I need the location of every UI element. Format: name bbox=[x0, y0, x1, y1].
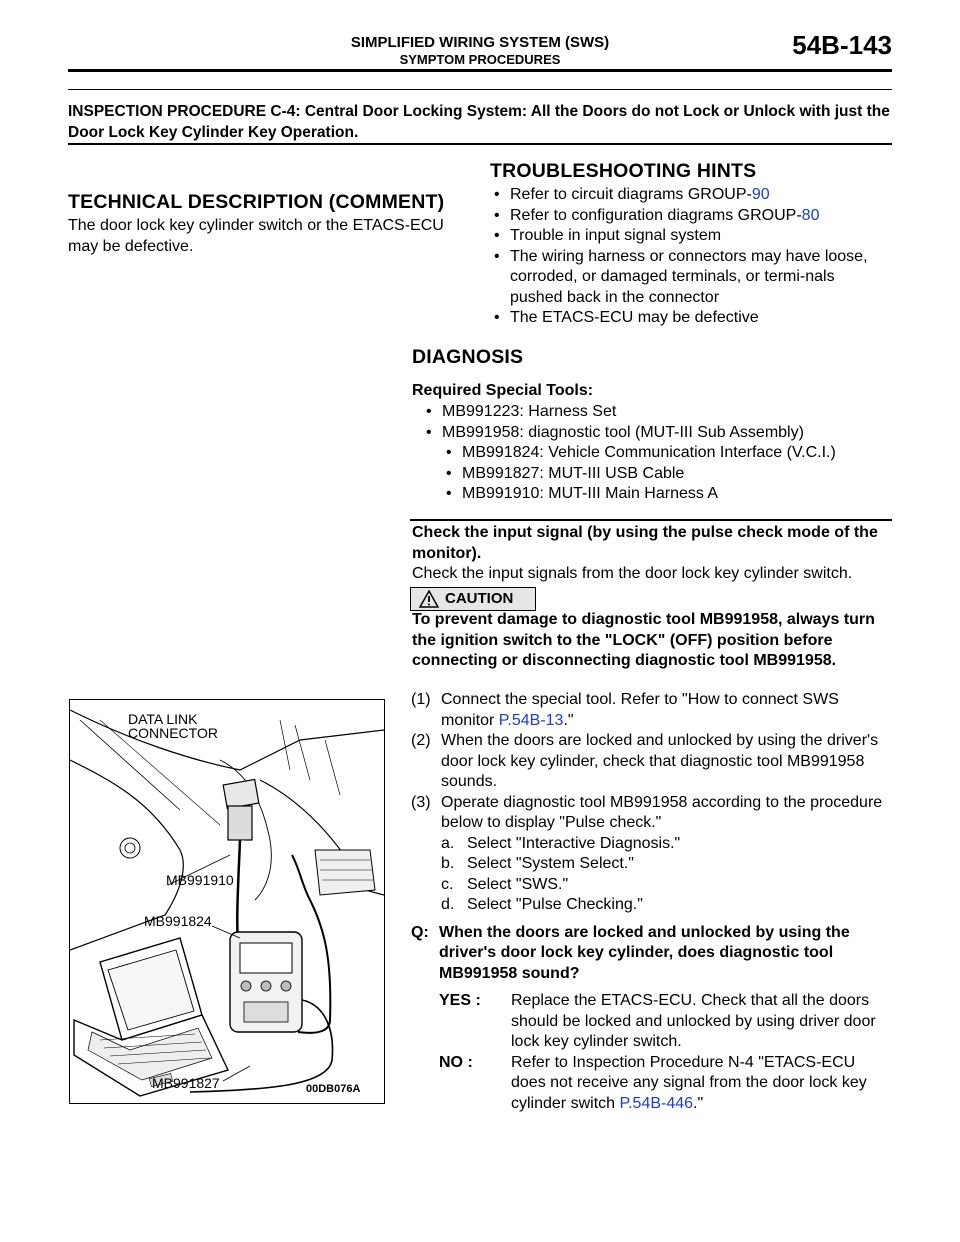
step-2: (2) When the doors are locked and unlocked by using the driver's door lock key cylinder, check that diagnostic tool MB991958 sounds. bbox=[411, 732, 879, 790]
question: Q: When the doors are locked and unlocked by using the driver's door lock key cylinder, does diagnostic tool MB991958 sound? bbox=[411, 923, 850, 982]
caution-box bbox=[410, 587, 536, 611]
header-rule bbox=[68, 69, 892, 72]
mb991910-label: MB991910 bbox=[166, 872, 234, 888]
hint-item: • Refer to circuit diagrams GROUP-90 bbox=[490, 185, 890, 206]
diagnosis-heading: DIAGNOSIS bbox=[412, 346, 524, 368]
tools-list bbox=[412, 402, 892, 505]
caution-label: CAUTION bbox=[445, 590, 514, 607]
wiring-illustration bbox=[70, 700, 384, 1103]
procedure-top-rule bbox=[68, 89, 892, 90]
procedure-title: INSPECTION PROCEDURE C-4: Central Door Locking System: All the Doors do not Lock or Unlock with just the Door Lock Key Cylinder Key Operation. bbox=[68, 103, 890, 141]
connector-label: CONNECTOR bbox=[128, 725, 218, 741]
technical-text: The door lock key cylinder switch or the ETACS-ECU may be defective. bbox=[68, 217, 444, 255]
step-3: (3) Operate diagnostic tool MB991958 according to the procedure below to display "Pulse check." bbox=[411, 793, 883, 831]
group-80-link[interactable]: 80 bbox=[801, 206, 820, 224]
figure-id: 00DB076A bbox=[306, 1083, 361, 1095]
check-rule bbox=[410, 519, 892, 521]
step-1: (1) Connect the special tool. Refer to "How to connect SWS monitor P.54B-13." bbox=[411, 691, 839, 729]
hint-item: • The ETACS-ECU may be defective bbox=[490, 308, 890, 329]
hint-item: • The wiring harness or connectors may have loose, corroded, or damaged terminals, or termi-nals pushed back in the connector bbox=[490, 247, 890, 309]
check-text: Check the input signals from the door lock key cylinder switch. bbox=[412, 565, 853, 582]
procedure-bottom-rule bbox=[68, 143, 892, 145]
p54b-446-link[interactable]: P.54B-446 bbox=[619, 1094, 694, 1112]
tool-subitem: • MB991910: MUT-III Main Harness A bbox=[442, 484, 892, 505]
header-subtitle: SYMPTOM PROCEDURES bbox=[399, 52, 561, 67]
hints-heading: TROUBLESHOOTING HINTS bbox=[490, 160, 757, 182]
tool-item: • MB991223: Harness Set bbox=[422, 402, 892, 423]
hint-item: • Refer to configuration diagrams GROUP-80 bbox=[490, 206, 890, 227]
tool-item: • MB991958: diagnostic tool (MUT-III Sub Assembly) bbox=[422, 423, 892, 444]
steps bbox=[411, 690, 891, 1114]
warning-icon bbox=[419, 590, 439, 608]
answer-no: NO : Refer to Inspection Procedure N-4 "ETACS-ECU does not receive any signal from the door lock key cylinder switch P.54B-446." bbox=[439, 1053, 867, 1112]
hints-list bbox=[490, 185, 890, 329]
substep-a: a. Select "Interactive Diagnosis." bbox=[441, 834, 681, 852]
substep-c: c. Select "SWS." bbox=[441, 875, 569, 893]
mb991824-label: MB991824 bbox=[144, 913, 212, 929]
mb991827-label: MB991827 bbox=[152, 1075, 220, 1091]
hint-item: • Trouble in input signal system bbox=[490, 226, 890, 247]
connection-figure bbox=[69, 699, 385, 1104]
check-title: Check the input signal (by using the pulse check mode of the monitor). bbox=[412, 524, 878, 562]
technical-heading: TECHNICAL DESCRIPTION (COMMENT) bbox=[68, 191, 445, 213]
tool-subitem: • MB991824: Vehicle Communication Interface (V.C.I.) bbox=[442, 443, 892, 464]
data-link-label: DATA LINK bbox=[128, 711, 198, 727]
substep-d: d. Select "Pulse Checking." bbox=[441, 896, 643, 913]
p54b-13-link[interactable]: P.54B-13 bbox=[498, 711, 564, 729]
substep-b: b. Select "System Select." bbox=[441, 855, 634, 872]
page-number: 54B-143 bbox=[792, 30, 892, 60]
tools-label: Required Special Tools: bbox=[412, 382, 594, 399]
header-title: SIMPLIFIED WIRING SYSTEM (SWS) bbox=[350, 34, 610, 51]
answer-yes: YES : Replace the ETACS-ECU. Check that all the doors should be locked and unlocked by using driver door lock key cylinder switch. bbox=[439, 992, 876, 1050]
caution-text: To prevent damage to diagnostic tool MB991958, always turn the ignition switch to the "LOCK" (OFF) position before connecting or disconnecting diagnostic tool MB991958. bbox=[412, 611, 875, 669]
group-90-link[interactable]: 90 bbox=[751, 186, 770, 203]
tool-subitem: • MB991827: MUT-III USB Cable bbox=[442, 464, 892, 485]
